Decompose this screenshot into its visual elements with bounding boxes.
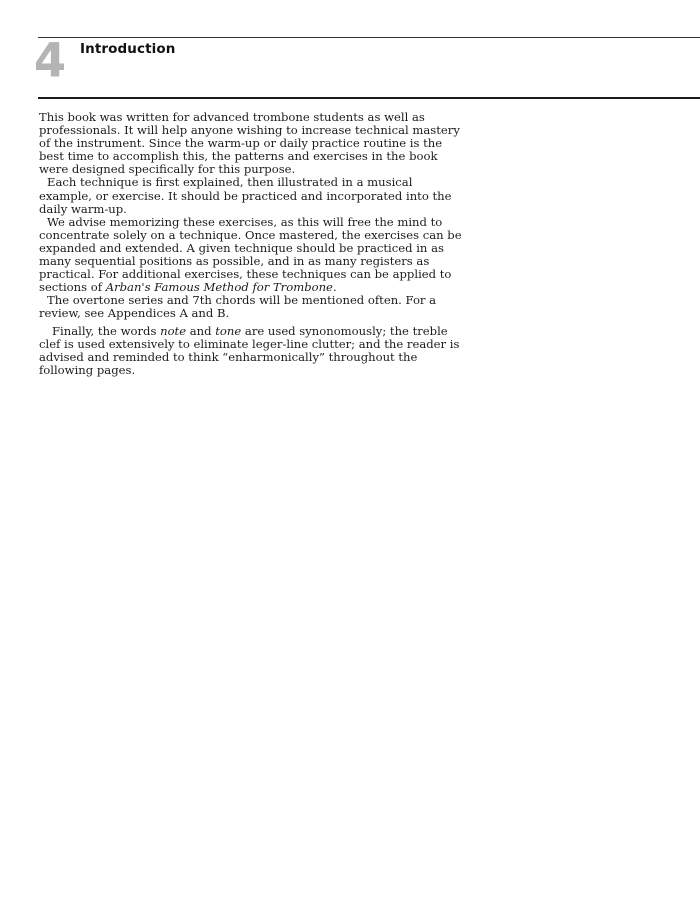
paragraph-3-text: We advise memorizing these exercises, as this will free the mind to concentrate solely on a technique. Once mastered, the exercises can be expanded and extended. A given technique should be practiced in as many sequential positions as possible, and in as many registers as practical. For additional exercises, these techniques can be applied to sections of [39,214,462,295]
paragraph-2: Each technique is first explained, then illustrated in a musical example, or exercise. It should be practiced and incorporated into the daily warm-up. [39,175,452,216]
paragraph-4: The overtone series and 7th chords will be mentioned often. For a review, see Appendices A and B. [39,293,437,321]
body-text [39,111,469,377]
paragraph-5-text-a: Finally, the words [52,323,161,338]
paragraph-5 [39,325,469,377]
header-top-rule [38,37,700,38]
chapter-number: 4 [34,33,67,87]
paragraph-3 [39,216,469,295]
term-note: note [160,323,187,338]
paragraph-3-end: . [332,280,337,295]
term-tone: tone [215,323,242,338]
paragraph-5-text-b: and [186,323,216,338]
paragraph-1: This book was written for advanced trombone students as well as professionals. It will help anyone wishing to increase technical mastery of the instrument. Since the warm-up or daily practice routine is the best time to accomplish this, the patterns and exercises in the book were designed specifically for this purpose. [39,110,460,177]
book-title-reference: Arban's Famous Method for Trombone [105,280,333,295]
header-bottom-rule [38,97,700,99]
paragraph-5-text-c: are used synonomously; the treble clef is used extensively to eliminate leger-line clutter; and the reader is advised and reminded to think “enharmonically” throughout the following pages. [39,323,460,377]
chapter-title: Introduction [80,41,176,57]
